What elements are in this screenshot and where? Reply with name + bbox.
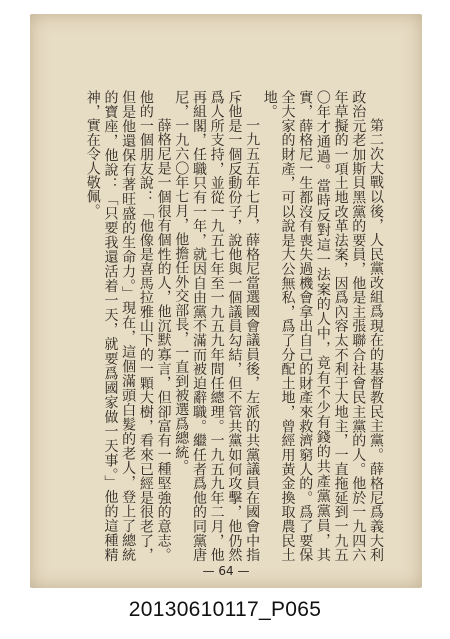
archive-id-caption: 20130610117_P065 xyxy=(128,598,322,621)
page-number: — 64 — xyxy=(202,564,250,578)
paragraph-2: 一九五五年七月，薛格尼當選國會議員後，左派的共黨議員在國會中指斥他是一個反動份子，說他與一個議員勾結，但不管共黨如何攻擊，他仍然爲人所支持，並從一九五七年至一九五九年間任總理。一九五九年二月，他再組閣，任職只有一年，就因自由黨不滿而被迫辭職。繼任者爲他的同黨唐尼，一九六〇年七月，他擔任外交部長，一直到被選爲總統。 xyxy=(173,90,261,562)
vertical-text-body xyxy=(72,90,384,562)
paragraph-3: 薛格尼是一個很有個性的人，他沉默寡言，但卻富有一種堅強的意志。他的一個朋友說：「他像是喜馬拉雅山下的一顆大樹，看來已經是很老了，但是他還保有著旺盛的生命力。」現在，這個滿頭白髮的老人，登上了總統的寶座，他說：「只要我還活着一天，就要爲國家做一天事。」他的這種精神，實在令人敬佩。 xyxy=(84,90,172,562)
book-page xyxy=(30,14,422,588)
paragraph-1: 第二次大戰以後，人民黨改組爲現在的基督教民主黨。薛格尼爲義大利政治元老加斯貝黑黨的要員，他是主張聯合社會民主黨的人。他於一九四六年草擬的一項土地改革法案，因爲內容太不利于大地主，一直拖延到一九五〇年才通過。當時反對這一法案的人中，竟有不少有錢的共產黨黨員，其實，薛格尼一生都沒有喪失過機會拿出自己的財產來救濟窮人的。爲了要保全大家的財產，可以說是大公無私，爲了分配土地，曾經用黃金換取農民土地。 xyxy=(261,90,384,562)
